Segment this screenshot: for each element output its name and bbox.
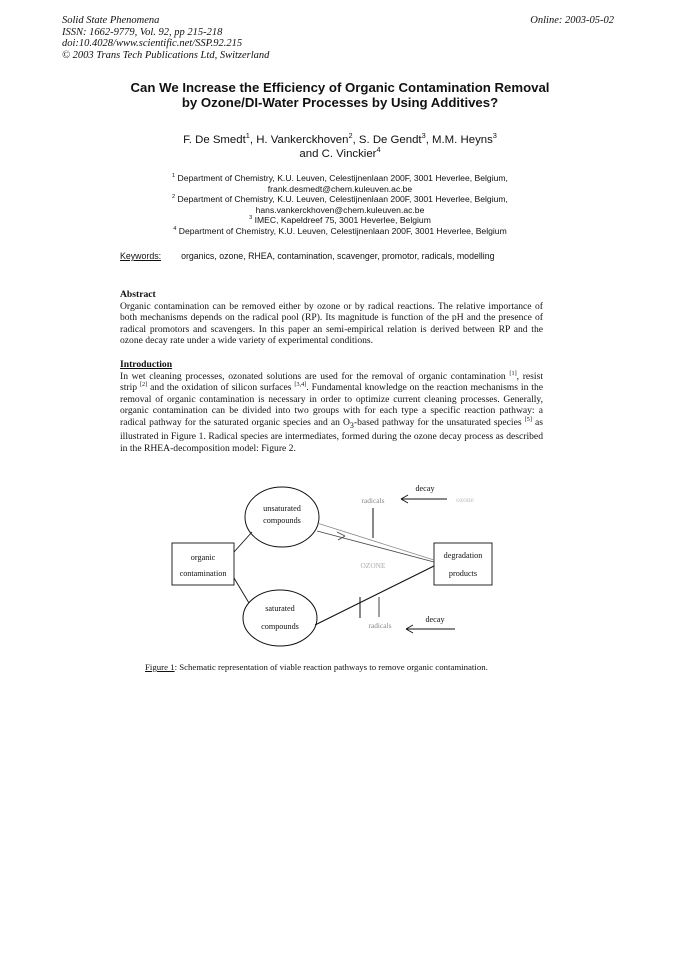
abstract-section [120, 289, 543, 347]
ozone-label-top: ozone [456, 495, 474, 504]
affiliation-2 [70, 194, 610, 205]
keywords-label: Keywords: [120, 251, 162, 261]
radical-pathway-line [315, 566, 434, 625]
author-name: , H. Vankerckhoven [249, 134, 349, 146]
abstract-heading: Abstract [120, 289, 156, 300]
affiliation-4 [70, 226, 610, 237]
decay-label-bottom: decay [425, 615, 445, 624]
title-line-1: Can We Increase the Efficiency of Organic Contamination Removal [130, 80, 550, 95]
author-affiliation-mark: 4 [376, 145, 381, 155]
author-name: and C. Vinckier [299, 148, 377, 160]
saturated-compounds-ellipse [243, 590, 317, 646]
email-1[interactable]: frank.desmedt@chem.kuleuven.ac.be [267, 183, 413, 194]
citation-ref: [3,4] [294, 381, 307, 388]
affiliation-text: Department of Chemistry, K.U. Leuven, Celestijnenlaan 200F, 3001 Heverlee, Belgium [176, 225, 507, 236]
email-2[interactable]: hans.vankerckhoven@chem.kuleuven.ac.be [255, 204, 425, 215]
ozone-pathway-line [317, 523, 434, 560]
compounds-label: compounds [263, 516, 301, 525]
figure-caption-text: : Schematic representation of viable reaction pathways to remove organic contamination. [174, 662, 488, 672]
author-name: , S. De Gendt [352, 134, 422, 146]
keywords [120, 251, 495, 261]
affiliation-1 [70, 173, 610, 184]
online-date: Online: 2003-05-02 [530, 15, 614, 26]
introduction-section [120, 359, 543, 455]
intro-text: , resist strip [120, 370, 543, 394]
intro-text: -based pathway for the unsaturated species [353, 416, 525, 428]
author-affiliation-mark: 1 [245, 131, 250, 141]
intro-text: as illustrated in Figure 1. Radical species are intermediates, formed during the ozone decay process as described in the RHEA-decomposition model: Figure 2. [120, 416, 543, 455]
ozone-arrow-head [337, 532, 345, 540]
affiliation-number: 3 [249, 215, 253, 222]
subscript: 3 [349, 420, 354, 430]
affiliation-list [70, 173, 610, 237]
ozone-pathway-arrow-line [317, 531, 434, 562]
author-affiliation-mark: 2 [348, 131, 353, 141]
figure-caption-label: Figure 1 [145, 662, 175, 672]
radicals-label-top: radicals [361, 496, 385, 505]
saturated-label: saturated [265, 604, 295, 613]
organic-contamination-box [172, 543, 234, 585]
introduction-body [120, 371, 543, 455]
doi-link[interactable]: doi:10.4028/www.scientific.net/SSP.92.215 [62, 38, 243, 49]
citation-ref: [2] [139, 381, 148, 388]
branch-line-unsaturated [234, 532, 252, 552]
affiliation-text: Department of Chemistry, K.U. Leuven, Celestijnenlaan 200F, 3001 Heverlee, Belgium, [175, 194, 508, 205]
citation-ref: [1] [509, 369, 517, 377]
affiliation-number: 1 [172, 173, 176, 180]
figure-1-diagram [155, 480, 515, 660]
degradation-products-box [434, 543, 492, 585]
intro-text: and the oxidation of silicon surfaces [147, 382, 295, 394]
author-name: F. De Smedt [183, 134, 246, 146]
figure-caption [145, 662, 488, 672]
radicals-label-bottom: radicals [368, 621, 392, 630]
ozone-label-mid: OZONE [360, 561, 386, 570]
journal-name: Solid State Phenomena [62, 15, 160, 26]
author-list [70, 133, 610, 161]
intro-text: In wet cleaning processes, ozonated solutions are used for the removal of organic contamination [120, 370, 510, 382]
unsaturated-label: unsaturated [263, 504, 301, 513]
affiliation-3 [70, 215, 610, 226]
introduction-heading: Introduction [120, 359, 173, 370]
contamination-label: contamination [179, 569, 227, 578]
organic-label: organic [190, 553, 216, 562]
author-affiliation-mark: 3 [421, 131, 426, 141]
affiliation-number: 2 [172, 194, 176, 201]
author-line-2 [70, 147, 610, 161]
intro-text: . Fundamental knowledge on the reaction mechanisms in the removal of organic contamination is necessary in order to optimize current cleaning processes. Generally, organic contamination can be divided into two groups with for each type a specific reaction pathway: a radical pathway for the saturated organic species and an O [120, 382, 543, 428]
keywords-text: organics, ozone, RHEA, contamination, scavenger, promotor, radicals, modelling [181, 251, 495, 261]
paper-title [70, 80, 610, 110]
issn-line: ISSN: 1662-9779, Vol. 92, pp 215-218 [62, 26, 223, 38]
degradation-label: degradation [443, 551, 483, 560]
author-affiliation-mark: 3 [492, 131, 497, 141]
abstract-body: Organic contamination can be removed either by ozone or by radical reactions. The relative importance of both mechanisms depends on the radical pool (RP). Its magnitude is function of the pH and the presence of radical promotors and scavengers. In this paper an semi-empirical relation is derived between RP and the ozone decay rate under a wide variety of experimental conditions. [120, 300, 543, 347]
products-label: products [448, 569, 478, 578]
compounds-label: compounds [261, 622, 299, 631]
page-header-citation [62, 15, 269, 61]
author-line-1 [70, 133, 610, 147]
affiliation-text: IMEC, Kapeldreef 75, 3001 Heverlee, Belgium [252, 215, 431, 226]
decay-label-top: decay [415, 484, 435, 493]
branch-line-saturated [234, 578, 249, 603]
copyright-line: © 2003 Trans Tech Publications Ltd, Switzerland [62, 49, 270, 61]
author-name: , M.M. Heyns [425, 134, 493, 146]
title-line-2: by Ozone/DI-Water Processes by Using Additives? [181, 95, 499, 110]
affiliation-text: Department of Chemistry, K.U. Leuven, Celestijnenlaan 200F, 3001 Heverlee, Belgium, [175, 173, 508, 183]
citation-ref: [5] [524, 415, 532, 423]
affiliation-number: 4 [173, 226, 177, 233]
